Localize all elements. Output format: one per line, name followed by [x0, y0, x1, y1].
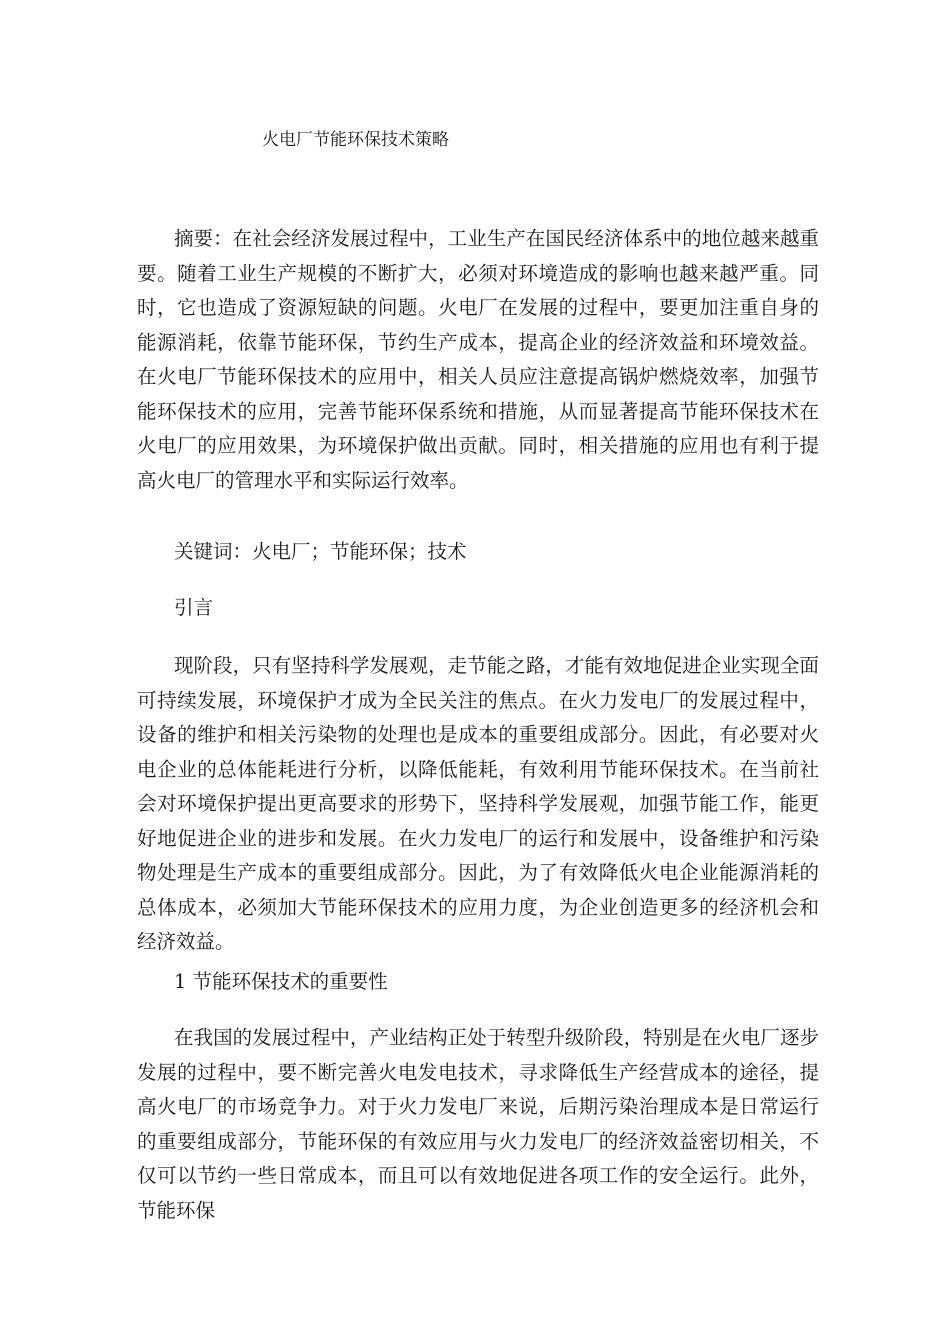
intro-paragraph: 现阶段，只有坚持科学发展观，走节能之路，才能有效地促进企业实现全面可持续发展，环境保护才成为全民关注的焦点。在火力发电厂的发展过程中，设备的维护和相关污染物的处理也是成本的重要组成部分。因此，有必要对火电企业的总体能耗进行分析，以降低能耗，有效利用节能环保技术。在当前社会对环境保护提出更高要求的形势下，坚持科学发展观，加强节能工作，能更好地促进企业的进步和发展。在火力发电厂的运行和发展中，设备维护和污染物处理是生产成本的重要组成部分。因此，为了有效降低火电企业能源消耗的总体成本，必须加大节能环保技术的应用力度，为企业创造更多的经济机会和经济效益。: [137, 654, 819, 953]
section-1-heading: 1 节能环保技术的重要性: [174, 970, 388, 993]
intro-heading: 引言: [174, 596, 214, 619]
document-title: 火电厂节能环保技术策略: [262, 130, 449, 150]
abstract-paragraph: 摘要：在社会经济发展过程中，工业生产在国民经济体系中的地位越来越重要。随着工业生产规模的不断扩大，必须对环境造成的影响也越来越严重。同时，它也造成了资源短缺的问题。火电厂在发展的过程中，要更加注重自身的能源消耗，依靠节能环保，节约生产成本，提高企业的经济效益和环境效益。在火电厂节能环保技术的应用中，相关人员应注意提高锅炉燃烧效率，加强节能环保技术的应用，完善节能环保系统和措施，从而显著提高节能环保技术在火电厂的应用效果，为环境保护做出贡献。同时，相关措施的应用也有利于提高火电厂的管理水平和实际运行效率。: [137, 227, 819, 492]
keywords-line: 关键词：火电厂；节能环保；技术: [174, 540, 467, 563]
section-1-paragraph: 在我国的发展过程中，产业结构正处于转型升级阶段，特别是在火电厂逐步发展的过程中，要不断完善火电发电技术，寻求降低生产经营成本的途径，提高火电厂的市场竞争力。对于火力发电厂来说，后期污染治理成本是日常运行的重要组成部分，节能环保的有效应用与火力发电厂的经济效益密切相关，不仅可以节约一些日常成本，而且可以有效地促进各项工作的安全运行。此外，节能环保: [137, 1026, 819, 1222]
